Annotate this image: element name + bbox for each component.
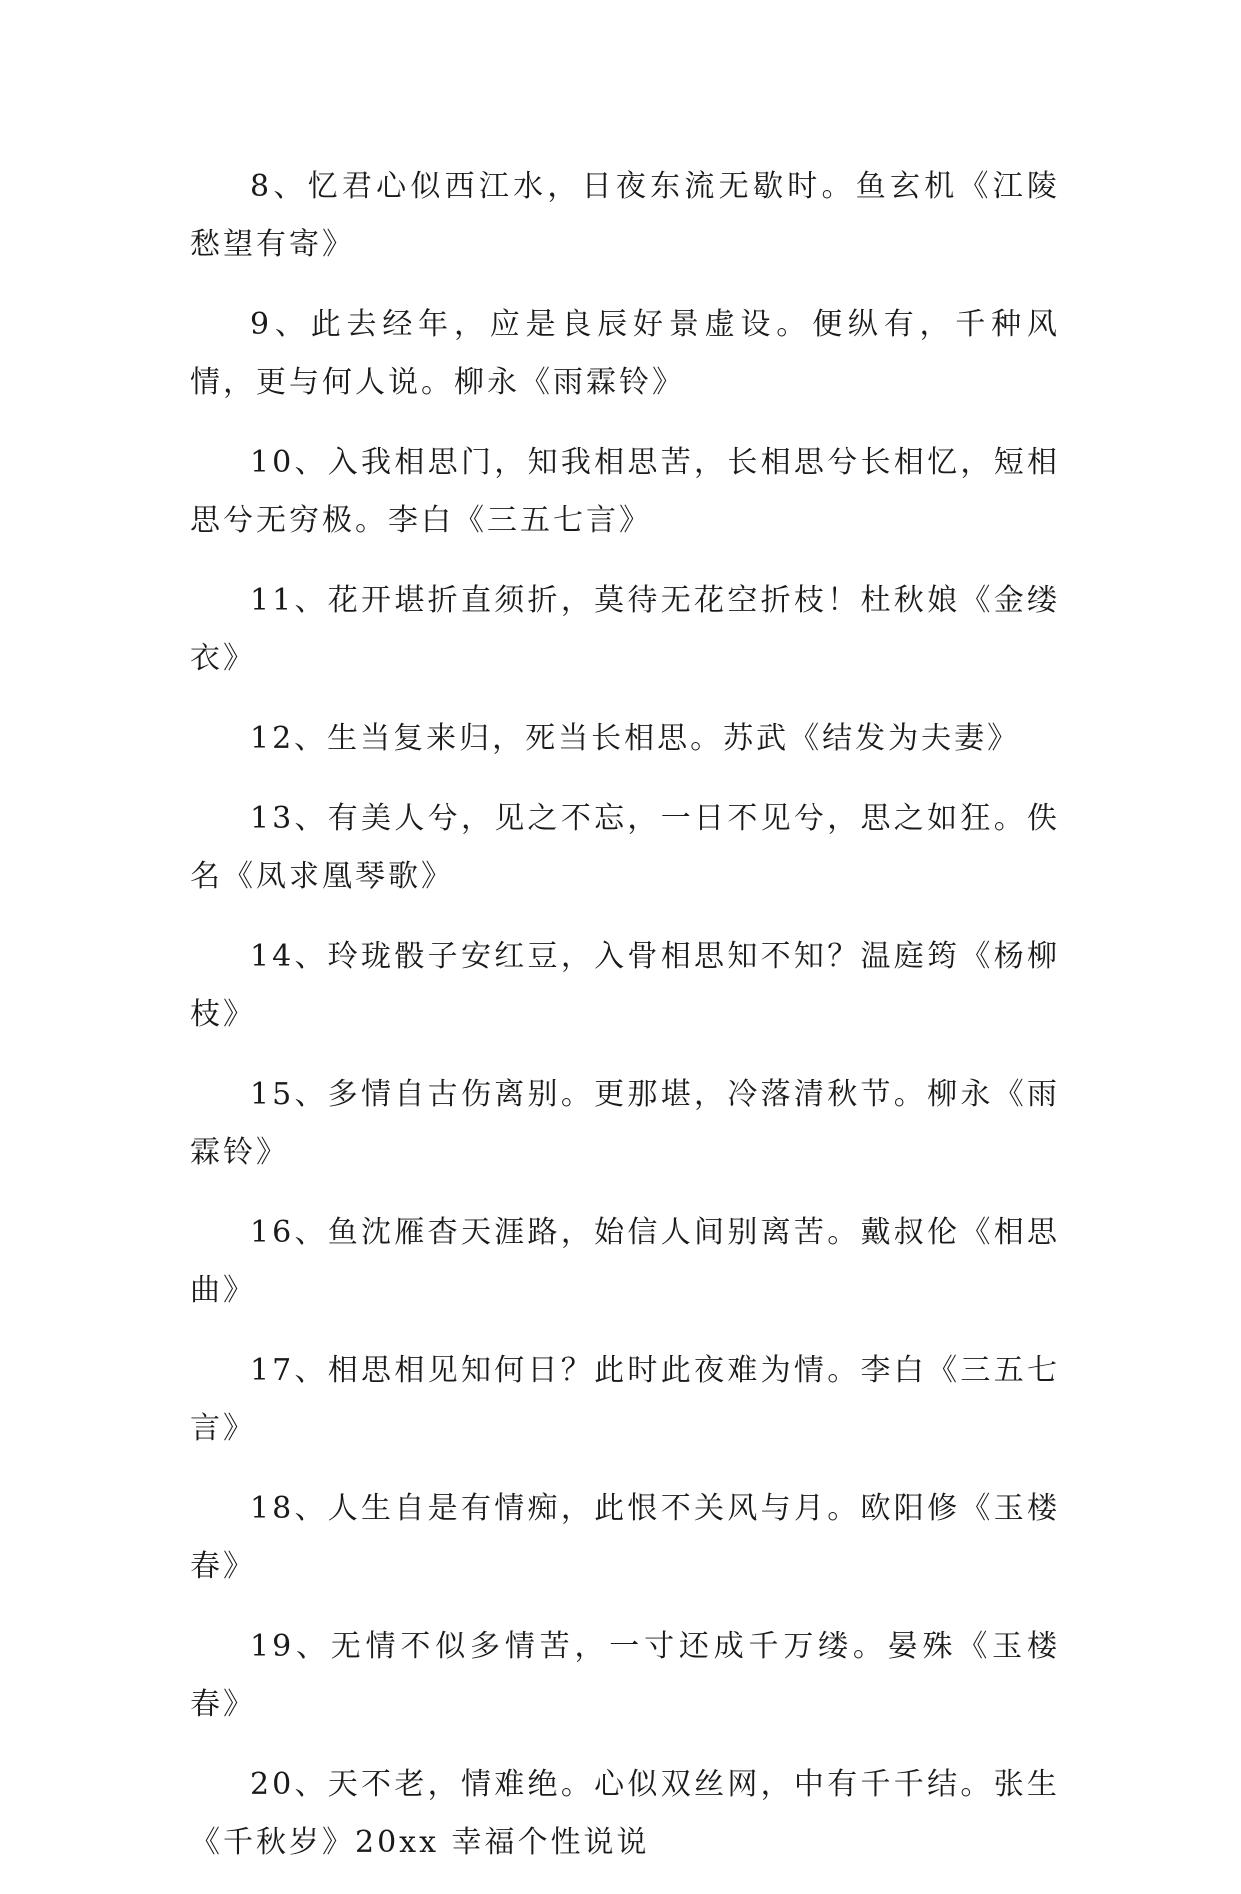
poem-line-13: 13、有美人兮，见之不忘，一日不见兮，思之如狂。佚名《凤求凰琴歌》 [190, 801, 1060, 894]
poem-line-20: 20、天不老，情难绝。心似双丝网，中有千千结。张生《千秋岁》20xx 幸福个性说说 [190, 1767, 1060, 1860]
poem-list [190, 158, 1060, 1894]
poem-line-19: 19、无情不似多情苦，一寸还成千万缕。晏殊《玉楼春》 [190, 1629, 1060, 1722]
poem-line-9: 9、此去经年，应是良辰好景虚设。便纵有，千种风情，更与何人说。柳永《雨霖铃》 [190, 307, 1060, 400]
poem-line-11: 11、花开堪折直须折，莫待无花空折枝！杜秋娘《金缕衣》 [190, 583, 1060, 676]
poem-line-12: 12、生当复来归，死当长相思。苏武《结发为夫妻》 [250, 721, 1021, 756]
poem-line-16: 16、鱼沈雁杳天涯路，始信人间别离苦。戴叔伦《相思曲》 [190, 1215, 1060, 1308]
poem-line-14: 14、玲珑骰子安红豆，入骨相思知不知？温庭筠《杨柳枝》 [190, 939, 1060, 1032]
poem-line-18: 18、人生自是有情痴，此恨不关风与月。欧阳修《玉楼春》 [190, 1491, 1060, 1584]
poem-line-15: 15、多情自古伤离别。更那堪，冷落清秋节。柳永《雨霖铃》 [190, 1077, 1060, 1170]
poem-line-8: 8、忆君心似西江水，日夜东流无歇时。鱼玄机《江陵愁望有寄》 [190, 169, 1060, 262]
poem-line-10: 10、入我相思门，知我相思苦，长相思兮长相忆，短相思兮无穷极。李白《三五七言》 [190, 445, 1060, 538]
poem-line-17: 17、相思相见知何日？此时此夜难为情。李白《三五七言》 [190, 1353, 1060, 1446]
